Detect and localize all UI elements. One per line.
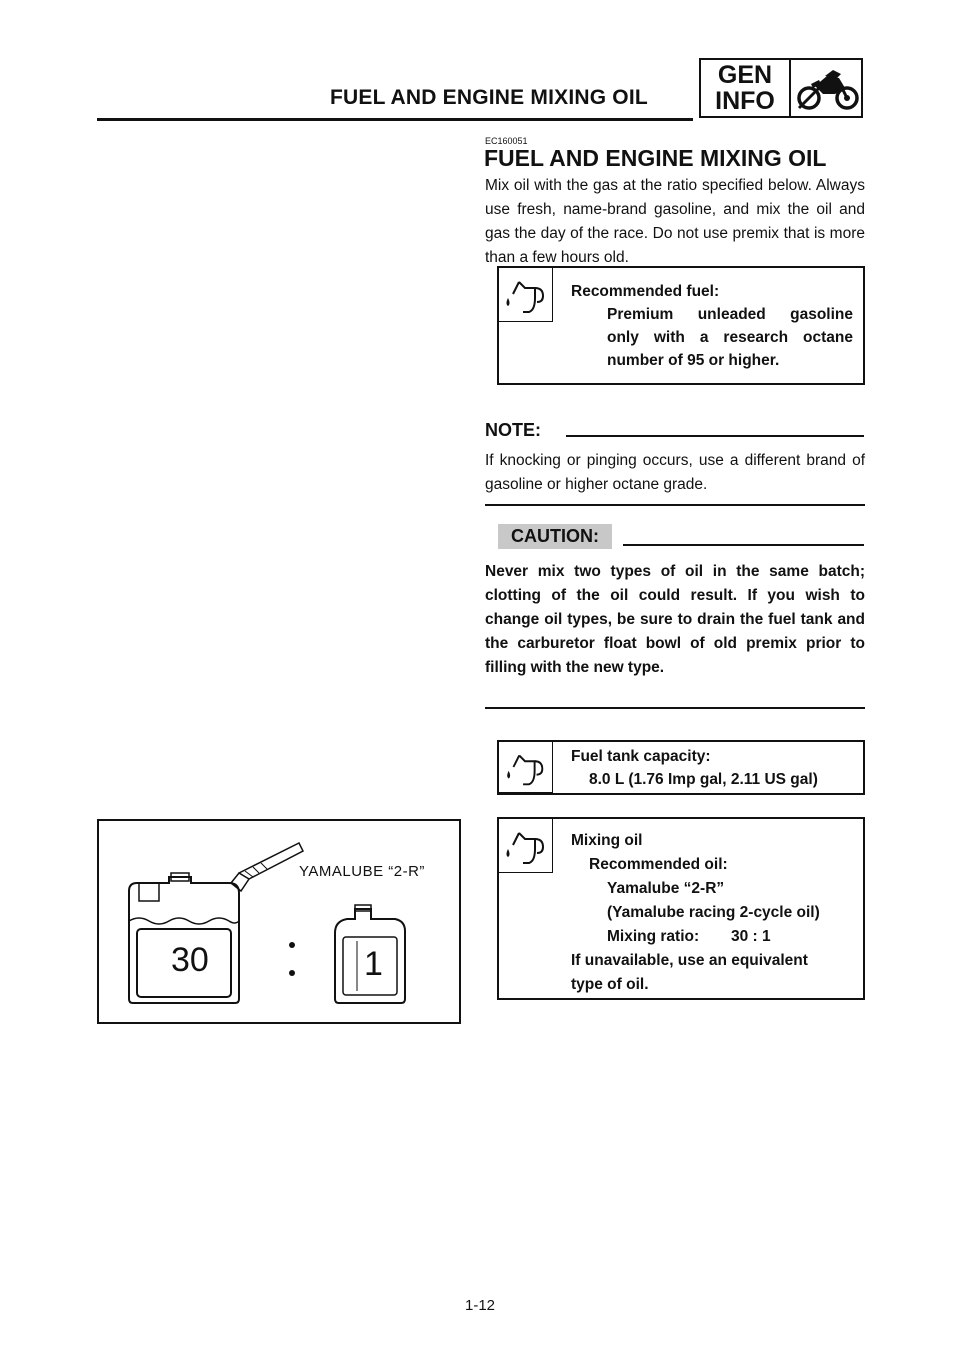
mixing-ratio-illustration [97,819,461,1024]
fuel-tank-label: Fuel tank capacity: [571,748,711,765]
fallback-line1: If unavailable, use an equivalent [571,952,808,969]
section-code: EC160051 [485,136,528,146]
badge-line1: GEN [717,61,773,89]
mixing-ratio-label: Mixing ratio: [607,928,700,945]
recommended-fuel-line1: Premium unleaded gasoline [607,306,853,323]
badge-divider [789,60,791,116]
mixing-oil-box [497,817,865,1000]
recommended-fuel-box [497,266,865,385]
fuel-tank-value: 8.0 L (1.76 Imp gal, 2.11 US gal) [589,771,818,788]
badge-line2: INFO [715,87,775,115]
fallback-line2: type of oil. [571,976,649,993]
oil-description: (Yamalube racing 2-cycle oil) [607,904,820,921]
recommended-oil-label: Recommended oil: [589,856,728,873]
oil-can-icon [499,819,553,873]
note-label: NOTE: [485,420,541,440]
section-badge [699,58,863,118]
page-header-title: FUEL AND ENGINE MIXING OIL [330,86,648,109]
mixing-oil-label: Mixing oil [571,832,643,849]
gas-ratio-number: 30 [171,941,209,979]
oil-can-icon [499,742,553,793]
fuel-and-oil-containers [99,821,459,1022]
header-rule [97,118,693,121]
page-number: 1-12 [464,1297,496,1314]
oil-name: Yamalube “2-R” [607,880,725,897]
motorcycle-icon [795,64,861,116]
note-text: If knocking or pinging occurs, use a different brand of gasoline or higher octane grade. [485,452,865,493]
intro-paragraph: Mix oil with the gas at the ratio specified below. Always use fresh, name-brand gasoline, and mix the oil and gas the day of the race. Do not use premix that is more than a few hours old. [485,177,865,266]
illustration-label: YAMALUBE “2-R” [299,863,425,880]
caution-end-rule [485,707,865,709]
note-end-rule [485,504,865,506]
caution-text: Never mix two types of oil in the same batch; clotting of the oil could result. If you wish to change oil types, be sure to drain the fuel tank and the carburetor float bowl of old premix prior to filling with the new type. [485,563,865,676]
oil-ratio-number: 1 [364,945,383,983]
recommended-fuel-line3: number of 95 or higher. [607,352,780,369]
oil-can-icon [499,268,553,322]
section-title: FUEL AND ENGINE MIXING OIL [484,145,827,171]
recommended-fuel-label: Recommended fuel: [571,283,720,300]
badge-text [701,62,789,114]
note-rule [566,435,864,437]
caution-badge: CAUTION: [498,524,612,549]
mixing-ratio-value: 30 : 1 [731,928,771,945]
fuel-tank-capacity-box [497,740,865,795]
recommended-fuel-line2: only with a research octane [607,329,853,346]
caution-rule [623,544,864,546]
